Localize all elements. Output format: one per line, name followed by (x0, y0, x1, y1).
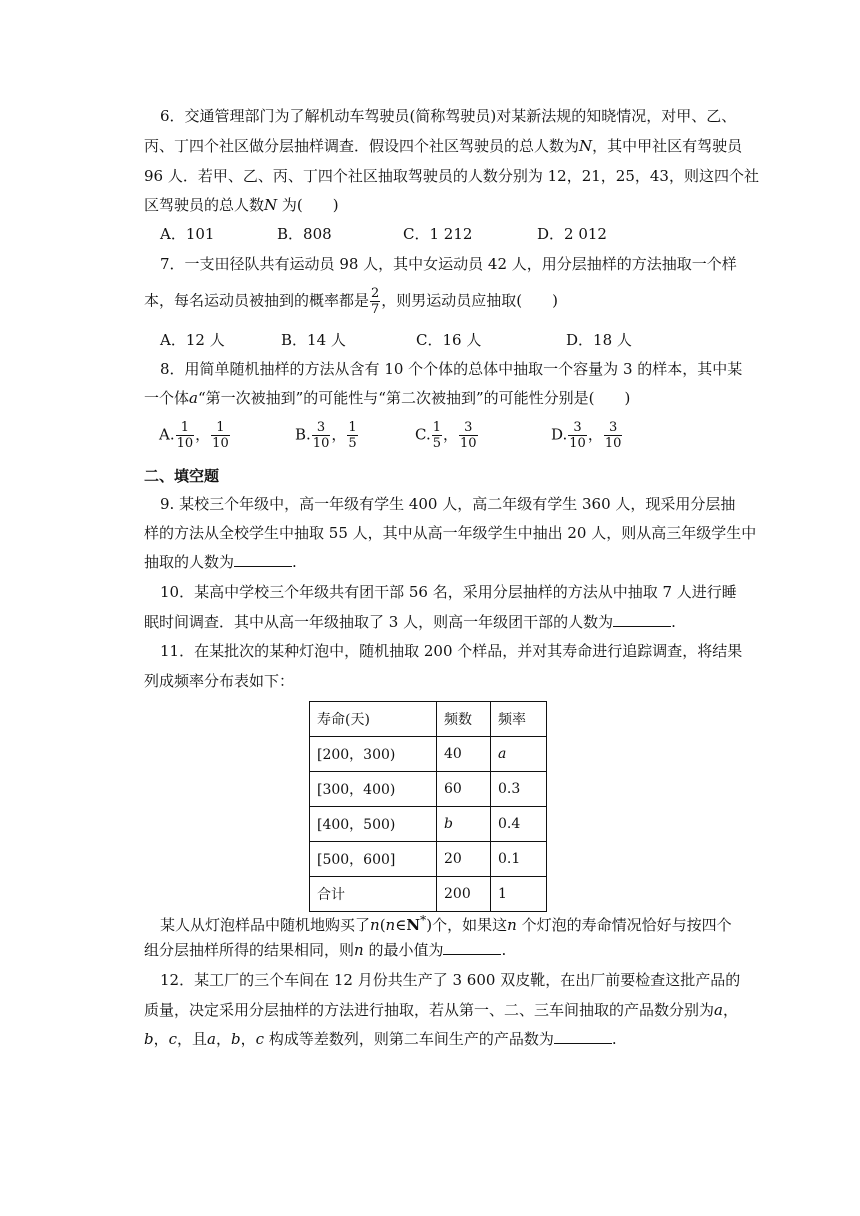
q9-line-2: 样的方法从全校学生中抽取 55 人，其中从高一年级学生中抽出 20 人，则从高三年级学生中 (144, 524, 757, 542)
q6-line-2: 丙、丁四个社区做分层抽样调查．假设四个社区驾驶员的总人数为N，其中甲社区有驾驶员 (144, 137, 743, 155)
q10-line-1: 10．某高中学校三个年级共有团干部 56 名，采用分层抽样的方法从中抽取 7 人进行睡 (160, 583, 737, 601)
table-row (310, 807, 547, 842)
table-cell: 40 (437, 737, 491, 772)
q11-after-line-1: 某人从灯泡样品中随机地购买了n(n∈N*)个，如果这n 个灯泡的寿命情况恰好与按四个 (160, 912, 732, 934)
frequency-table (309, 701, 547, 912)
q11-line-1: 11．在某批次的某种灯泡中，随机抽取 200 个样品，并对其寿命进行追踪调查，将结果 (160, 642, 743, 660)
table-row (310, 737, 547, 772)
q12-line-1: 12．某工厂的三个车间在 12 月份共生产了 3 600 双皮靴，在出厂前要检查这批产品的 (160, 971, 741, 989)
q8-option-a: A. $\frac{1}{10}$ ， $\frac{1}{10}$ (159, 420, 229, 451)
q6-option-d: D．2 012 (537, 225, 607, 243)
q6-option-a: A．101 (160, 225, 215, 243)
q12-line-3: b，c，且a，b，c 构成等差数列，则第二车间生产的产品数为 . (144, 1030, 617, 1048)
q11-line-2: 列成频率分布表如下： (144, 672, 295, 690)
table-row (310, 842, 547, 877)
table-cell: a (491, 737, 547, 772)
section-2-title: 二、填空题 (144, 467, 220, 485)
table-cell: 0.3 (491, 772, 547, 807)
q7-line-1: 7．一支田径队共有运动员 98 人，其中女运动员 42 人，用分层抽样的方法抽取一个样 (160, 255, 737, 273)
q9-answer-blank (234, 552, 292, 567)
q6-option-b: B．808 (277, 225, 332, 243)
table-cell: 合计 (310, 877, 437, 912)
q6-option-c: C．1 212 (403, 225, 473, 243)
q10-answer-blank (613, 612, 671, 627)
table-cell: 0.1 (491, 842, 547, 877)
q8-line-1: 8．用简单随机抽样的方法从含有 10 个个体的总体中抽取一个容量为 3 的样本，其中某 (160, 360, 743, 378)
table-header-cell: 频率 (491, 702, 547, 737)
q8-option-c: C. $\frac{1}{5}$ ， $\frac{3}{10}$ (415, 420, 477, 451)
table-header-cell: 频数 (437, 702, 491, 737)
table-cell: [500，600] (310, 842, 437, 877)
table-cell: 200 (437, 877, 491, 912)
q7-line-2: 本，每名运动员被抽到的概率都是 $\frac{2}{7}$ ，则男运动员应抽取( ) (144, 286, 559, 317)
q8-option-d: D. $\frac{3}{10}$ ， $\frac{3}{10}$ (551, 420, 622, 451)
q6-line-4: 区驾驶员的总人数N 为( ) (144, 196, 339, 214)
q7-option-a: A．12 人 (160, 331, 225, 349)
q10-line-2: 眠时间调查．其中从高一年级抽取了 3 人，则高一年级团干部的人数为 . (144, 613, 676, 631)
q7-option-b: B．14 人 (281, 331, 346, 349)
table-header-cell: 寿命(天) (310, 702, 437, 737)
q9-line-3: 抽取的人数为 . (144, 553, 297, 571)
table-header-row (310, 702, 547, 737)
table-cell: b (437, 807, 491, 842)
table-row (310, 772, 547, 807)
table-row (310, 877, 547, 912)
q12-answer-blank (554, 1029, 612, 1044)
table-cell: 1 (491, 877, 547, 912)
q7-fraction: $\frac{2}{7}$ (371, 286, 380, 317)
q6-line-3: 96 人．若甲、乙、丙、丁四个社区抽取驾驶员的人数分别为 12，21，25，43，则这四个社 (144, 167, 759, 185)
q9-line-1: 9. 某校三个年级中，高一年级有学生 400 人，高二年级有学生 360 人，现采用分层抽 (160, 495, 736, 513)
q11-answer-blank (443, 940, 501, 955)
table-cell: 60 (437, 772, 491, 807)
q7-option-c: C．16 人 (416, 331, 482, 349)
q8-option-b: B. $\frac{3}{10}$ ， $\frac{1}{5}$ (295, 420, 357, 451)
q11-after-line-2: 组分层抽样所得的结果相同，则n 的最小值为 . (144, 941, 507, 959)
q8-line-2: 一个体a“第一次被抽到”的可能性与“第二次被抽到”的可能性分别是( ) (144, 389, 631, 407)
table-cell: [300，400) (310, 772, 437, 807)
table-cell: [400，500) (310, 807, 437, 842)
q12-line-2: 质量，决定采用分层抽样的方法进行抽取，若从第一、二、三车间抽取的产品数分别为a， (144, 1001, 738, 1019)
table-cell: [200，300) (310, 737, 437, 772)
table-cell: 20 (437, 842, 491, 877)
q7-option-d: D．18 人 (566, 331, 632, 349)
q6-line-1: 6．交通管理部门为了解机动车驾驶员(简称驾驶员)对某新法规的知晓情况，对甲、乙、 (160, 107, 737, 125)
table-cell: 0.4 (491, 807, 547, 842)
